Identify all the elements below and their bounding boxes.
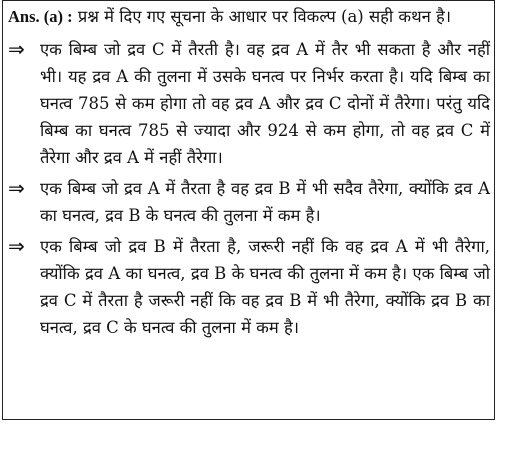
point-2 <box>8 175 490 229</box>
answer-label: Ans. (a) : <box>8 7 73 26</box>
implies-arrow-icon: ⇒ <box>8 234 25 258</box>
answer-box <box>2 0 495 420</box>
answer-intro-text: प्रश्न में दिए गए सूचना के आधार पर विकल्प (a) सही कथन है। <box>77 7 452 26</box>
point-2-text: एक बिम्ब जो द्रव A में तैरता है वह द्रव B में भी सदैव तैरेगा, क्योंकि द्रव A का घनत्व, द्रव B के घनत्व की तुलना में कम है। <box>40 179 490 225</box>
answer-intro <box>8 3 490 30</box>
point-1 <box>8 36 490 171</box>
point-3 <box>8 233 490 341</box>
implies-arrow-icon: ⇒ <box>8 176 25 200</box>
point-1-text: एक बिम्ब जो द्रव C में तैरती है। वह द्रव A में तैर भी सकता है और नहीं भी। यह द्रव A की तुलना में उसके घनत्व पर निर्भर करता है। यदि बिम्ब का घनत्व 785 से कम होगा तो वह द्रव A और द्रव C दोनों में तैरेगा। परंतु यदि बिम्ब का घनत्व 785 से ज्यादा और 924 से कम होगा, तो वह द्रव C में तैरेगा और द्रव A में नहीं तैरेगा। <box>40 40 490 167</box>
implies-arrow-icon: ⇒ <box>8 37 25 61</box>
point-3-text: एक बिम्ब जो द्रव B में तैरता है, जरूरी नहीं कि वह द्रव A में भी तैरेगा, क्योंकि द्रव A का घनत्व, द्रव B के घनत्व की तुलना में कम है। एक बिम्ब जो द्रव C में तैरता है जरूरी नहीं कि वह द्रव B में भी तैरेगा, क्योंकि द्रव B का घनत्व, द्रव C के घनत्व की तुलना में कम है। <box>40 237 490 337</box>
